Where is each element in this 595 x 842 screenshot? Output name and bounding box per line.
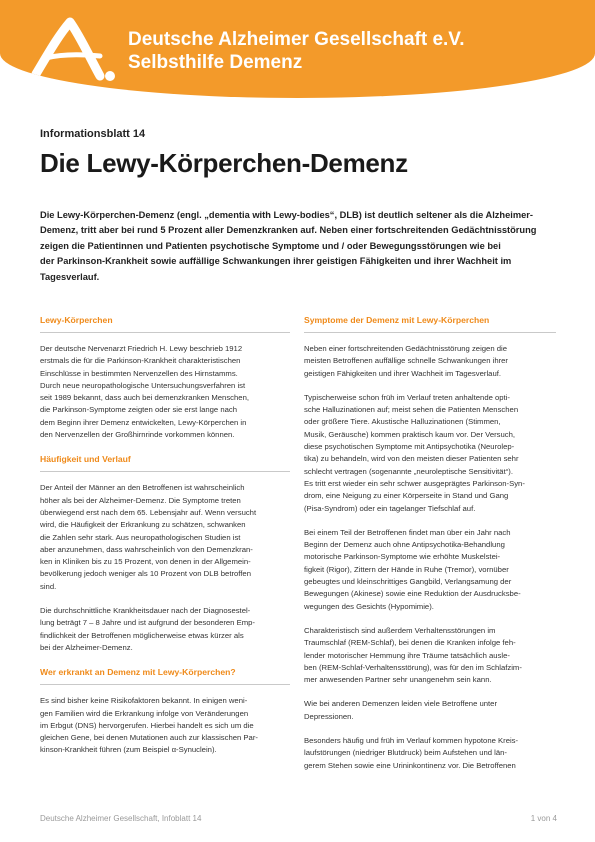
text-line: Einschlüsse in bestimmten Nervenzellen des Hirnstamms. [40,368,238,378]
text-line: Traumschlaf (REM-Schlaf), bei denen die Kranken infolge feh- [304,638,516,648]
right-column [304,314,556,784]
text-line: Neben einer fortschreitenden Gedächtnisstörung zeigen die [304,344,507,353]
intro-line: Tagesverlauf. [40,271,100,282]
paragraph [304,392,556,515]
text-line: tika) zu behandeln, wird von den meisten dieser Patienten sehr [304,454,519,464]
org-name-line2: Selbsthilfe Demenz [128,52,303,73]
text-line: sche Halluzinationen auf; meist sehen die Patienten Menschen [304,405,519,415]
section-heading-wer-erkrankt: Wer erkrankt an Demenz mit Lewy-Körperchen? [40,666,290,685]
page-header [0,0,595,98]
text-line: schlecht vertragen (sogenannte „neuroleptische Sensitivität“). [304,466,513,476]
paragraph [304,698,556,723]
info-sheet-label: Informationsblatt 14 [40,128,146,140]
text-line: Wie bei anderen Demenzen leiden viele Betroffene unter [304,699,498,709]
text-line: im Erbgut (DNS) hervorgerufen. Hierbei handelt es sich um die [40,720,254,730]
text-line: Es tritt erst wieder ein sehr schwer ausgeprägtes Parkinson-Syn- [304,478,525,488]
paragraph [40,482,290,593]
paragraph [40,343,290,441]
text-line: wegungen des Gesichts (Hypomimie). [304,601,434,611]
text-line: findlichkeit der Betroffenen möglicherweise etwas kürzer als [40,630,244,640]
text-line: motorische Parkinson-Symptome wie erhöhte Muskelstei- [304,552,501,562]
text-line: Besonders häufig und früh im Verlauf kommen hypotone Kreis- [304,736,519,746]
text-line: erstmals die für die Parkinson-Krankheit charakteristischen [40,356,241,366]
section-heading-symptome: Symptome der Demenz mit Lewy-Körperchen [304,314,556,333]
intro-line: Die Lewy-Körperchen-Demenz (engl. „dementia with Lewy-bodies“, DLB) ist deutlich seltener als die Alzheimer- [40,210,534,220]
intro-line: zeigen die Patientinnen und Patienten psychotische Symptome und / oder Bewegungsstörungen wie bei [40,240,501,251]
text-line: laufstörungen (niedriger Blutdruck) beim Aufstehen und län- [304,748,507,758]
text-line: geistigen Fähigkeiten und ihrer Wachheit im Tagesverlauf. [304,368,501,378]
page-number: 1 von 4 [530,814,557,823]
text-line: bei der Alzheimer-Demenz. [40,642,133,652]
text-line: seit 1989 bekannt, dass auch bei demenzkranken Menschen, [40,393,249,403]
paragraph [40,605,290,654]
section-heading-lewy-koerperchen: Lewy-Körperchen [40,314,290,333]
paragraph [304,343,556,380]
text-line: Typischerweise schon früh im Verlauf treten anhaltende opti- [304,392,510,402]
text-line: Die durchschnittliche Krankheitsdauer nach der Diagnosestel- [40,606,251,616]
left-column [40,314,290,769]
text-line: die Parkinson-Symptome zeigten oder sie erst lange nach [40,405,237,415]
text-line: ben (REM-Schlaf-Verhaltensstörung), was für den im Schlafzim- [304,662,522,672]
daa-logo-a-icon [28,14,120,86]
text-line: Durch neue neuropathologische Untersuchungsverfahren ist [40,380,246,390]
text-line: den Nervenzellen der Großhirnrinde vorkommen können. [40,430,235,440]
text-line: drom, eine Neigung zu einer Körperseite in Stand und Gang [304,491,509,501]
text-line: Charakteristisch sind außerdem Verhaltensstörungen im [304,625,496,635]
intro-line: Demenz, tritt aber bei rund 5 Prozent aller Demenzkranken auf. Neben einer fortschreitenden Gedächtnisstörung [40,225,537,236]
text-line: Bewegungen (Akinese) sowie eine Reduktion der Ausdrucksbe- [304,589,521,599]
text-line: wird, die Häufigkeit der Erkrankung zu schätzen, schwanken [40,520,246,530]
text-line: meisten Betroffenen auffällige schnelle Schwankungen ihrer [304,356,508,366]
intro-paragraph [40,208,555,285]
text-line: mer anwesenden Partner sehr unangenehm sein kann. [304,675,492,685]
text-line: sind. [40,581,57,591]
text-line: ken in Kliniken bis zu 15 Prozent, von denen in der Allgemein- [40,557,251,567]
text-line: Depressionen. [304,711,354,721]
text-line: Bei einem Teil der Betroffenen findet man über ein Jahr nach [304,527,511,537]
text-line: gerem Stehen sowie eine Urininkontinenz vor. Die Betroffenen [304,760,516,770]
org-name-line1: Deutsche Alzheimer Gesellschaft e.V. [128,29,465,50]
section-heading-haeufigkeit: Häufigkeit und Verlauf [40,453,290,472]
text-line: (Pisa-Syndrom) oder ein tagelanger Tiefschlaf auf. [304,503,476,513]
text-line: lender motorischer Hemmung ihre Träume tatsächlich ausle- [304,650,510,660]
text-line: die Zahlen sehr stark. Aus neuropathologischen Studien ist [40,532,241,542]
organization-name [128,28,465,74]
intro-line: der Parkinson-Krankheit sowie auffällige Schwankungen ihrer geistigen Fähigkeiten und ihrer Wachheit im [40,256,512,267]
text-line: Der Anteil der Männer an den Betroffenen ist wahrscheinlich [40,483,245,493]
text-line: Es sind bisher keine Risikofaktoren bekannt. In einigen weni- [40,696,248,706]
page-title: Die Lewy-Körperchen-Demenz [40,148,408,178]
paragraph [304,527,556,613]
text-line: höher als bei der Alzheimer-Demenz. Die Symptome treten [40,495,241,505]
paragraph [304,735,556,772]
text-line: Beginn der Demenz auch ohne Antipsychotika-Behandlung [304,540,505,550]
text-line: aber anzunehmen, dass wahrscheinlich von den Demenzkran- [40,544,253,554]
text-line: lung beträgt 7 – 8 Jahre und ist aufgrund der besonderen Emp- [40,618,255,628]
paragraph [304,625,556,686]
text-line: gebeugtes und kleinschrittiges Gangbild, Verlangsamung der [304,577,512,587]
text-line: Musik, Geräusche) kommen praktisch kaum vor. Der Versuch, [304,429,516,439]
text-line: kinson-Krankheit führen (zum Beispiel α-Synuclein). [40,745,217,755]
text-line: überwiegend erst nach dem 65. Lebensjahr auf. Wenn versucht [40,507,257,517]
paragraph [40,695,290,756]
text-line: figkeit (Rigor), Zittern der Hände in Ruhe (Tremor), vornüber [304,564,509,574]
text-line: dem Beginn ihrer Demenz entwickelten, Lewy-Körperchen in [40,417,247,427]
text-line: Der deutsche Nervenarzt Friedrich H. Lewy beschrieb 1912 [40,344,243,353]
text-line: gleichen Gene, bei denen Mutationen auch zur klassischen Par- [40,733,258,743]
text-line: diese psychotischen Symptome mit Antipsychotika (Neurolep- [304,442,515,452]
text-line: oder größere Tiere. Akustische Halluzinationen (Stimmen, [304,417,501,427]
footer-source: Deutsche Alzheimer Gesellschaft, Infoblatt 14 [40,814,202,823]
text-line: bevölkerung jedoch weniger als 10 Prozent von DLB betroffen [40,569,251,579]
text-line: gen Familien wird die Erkrankung infolge von Veränderungen [40,708,249,718]
